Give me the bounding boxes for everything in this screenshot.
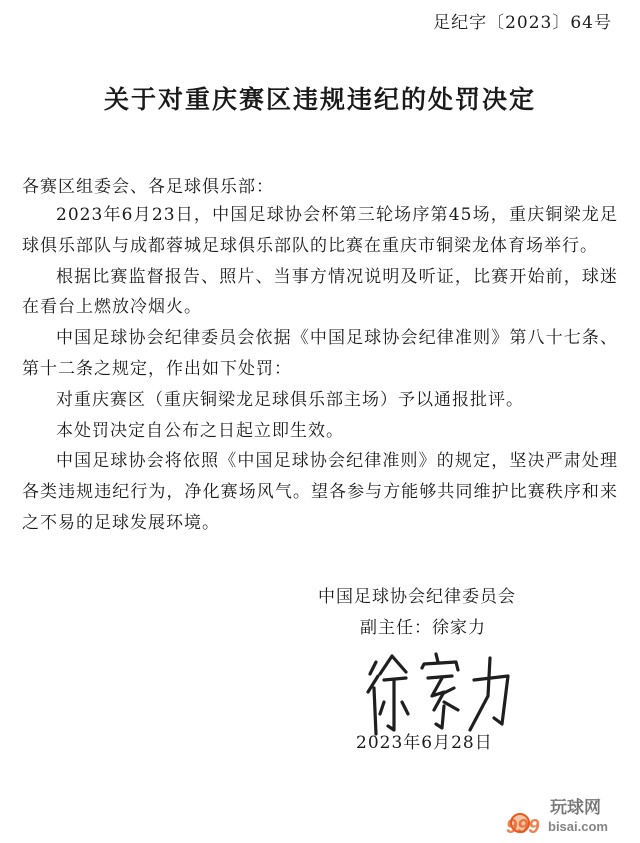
paragraph-effective: 本处罚决定自公布之日起立即生效。 bbox=[56, 420, 344, 441]
watermark-site: bisai.com bbox=[548, 819, 608, 834]
decision-date: 2023年6月28日 bbox=[356, 733, 493, 753]
paragraph-findings: 根据比赛监督报告、照片、当事方情况说明及听证，比赛开始前，球迷在看台上燃放冷烟火。 bbox=[22, 266, 618, 318]
paragraph-match-info: 2023年6月23日，中国足球协会杯第三轮场序第45场，重庆铜梁龙足球俱乐部队与成都蓉城足球俱乐部队的比赛在重庆市铜梁龙体育场举行。 bbox=[22, 205, 618, 256]
site-watermark-logo bbox=[498, 793, 630, 837]
salutation: 各赛区组委会、各足球俱乐部： bbox=[22, 177, 274, 197]
handwritten-signature bbox=[362, 644, 528, 740]
paragraph-legal-basis: 中国足球协会纪律委员会依据《中国足球协会纪律准则》第八十七条、第十二条之规定，作出如下处罚： bbox=[22, 328, 618, 379]
document-title: 关于对重庆赛区违规违纪的处罚决定 bbox=[103, 85, 536, 114]
paragraph-penalty: 对重庆赛区（重庆铜梁龙足球俱乐部主场）予以通报批评。 bbox=[56, 389, 524, 410]
deputy-director: 副主任：徐家力 bbox=[360, 618, 486, 638]
watermark-number: 999 bbox=[506, 816, 540, 837]
issuing-committee: 中国足球协会纪律委员会 bbox=[318, 587, 516, 607]
watermark-brand: 玩球网 bbox=[550, 798, 601, 818]
paragraph-statement: 中国足球协会将依照《中国足球协会纪律准则》的规定，坚决严肃处理各类违规违纪行为，净化赛场风气。望各参与方能够共同维护比赛秩序和来之不易的足球发展环境。 bbox=[22, 451, 618, 533]
document-body bbox=[22, 200, 618, 539]
document-number: 足纪字〔2023〕64号 bbox=[433, 13, 612, 33]
